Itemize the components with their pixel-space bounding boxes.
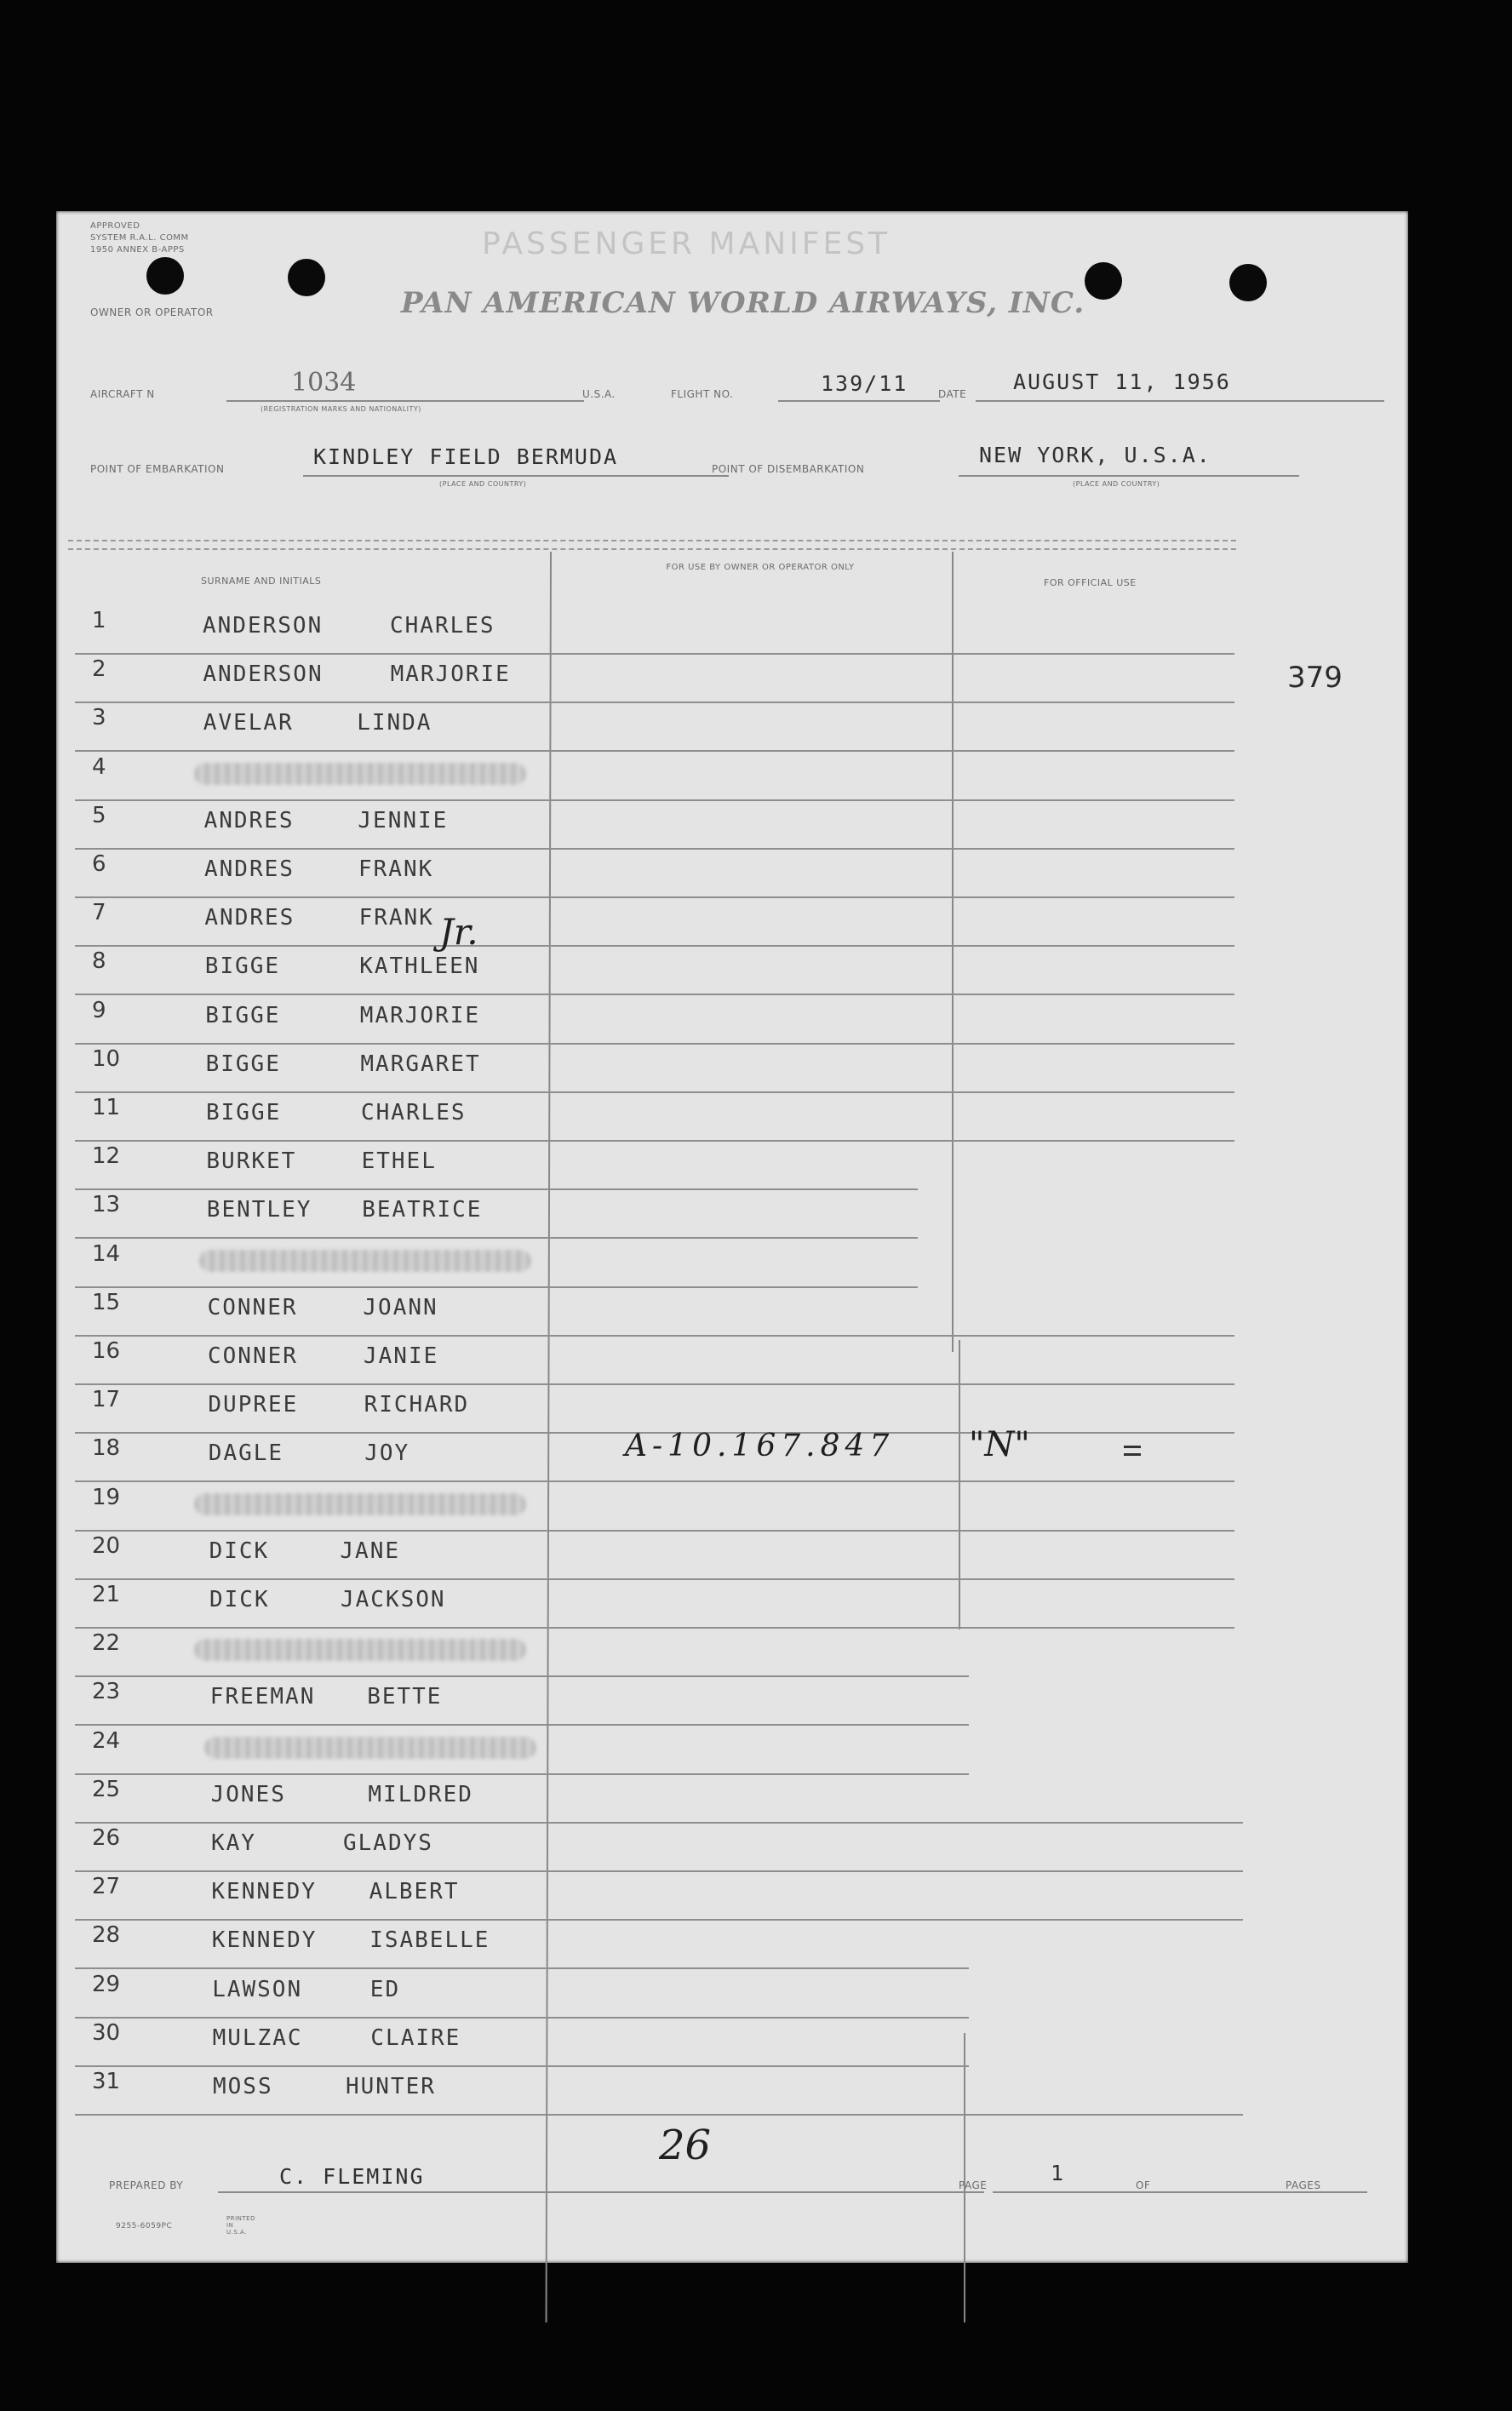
passenger-surname: DUPREE bbox=[208, 1392, 299, 1418]
passenger-surname: BIGGE bbox=[205, 1002, 281, 1028]
aircraft-rule bbox=[226, 400, 584, 402]
row-number: 24 bbox=[92, 1727, 121, 1754]
aircraft-label: AIRCRAFT N bbox=[90, 388, 155, 400]
passenger-given-name: CHARLES bbox=[361, 1100, 467, 1125]
row-number: 2 bbox=[92, 656, 106, 683]
approval-line-2: SYSTEM R.A.L. COMM bbox=[90, 233, 189, 243]
passenger-surname: BIGGE bbox=[204, 954, 281, 980]
row-number: 5 bbox=[92, 802, 106, 828]
table-top-rule-2 bbox=[68, 548, 1236, 550]
flight-rule bbox=[778, 400, 940, 402]
disembark-rule bbox=[959, 475, 1299, 477]
table-row bbox=[75, 1093, 1250, 1142]
passenger-given-name: JOANN bbox=[363, 1294, 438, 1320]
passenger-given-name: MARGARET bbox=[360, 1051, 481, 1077]
row-number: 10 bbox=[92, 1045, 121, 1072]
passenger-surname: KAY bbox=[211, 1830, 256, 1856]
passenger-surname: BIGGE bbox=[206, 1100, 282, 1125]
punch-hole-right-1 bbox=[1085, 262, 1122, 300]
table-row bbox=[75, 1532, 1250, 1580]
registration-note: (REGISTRATION MARKS AND NATIONALITY) bbox=[261, 405, 421, 413]
embark-label: POINT OF EMBARKATION bbox=[90, 463, 225, 475]
form-number: 9255-6059PC bbox=[116, 2222, 173, 2231]
row-number: 18 bbox=[92, 1435, 121, 1462]
flight-label: FLIGHT NO. bbox=[671, 388, 734, 400]
row-number: 17 bbox=[92, 1387, 121, 1413]
passenger-surname: LAWSON bbox=[212, 1976, 303, 2002]
date-value: AUGUST 11, 1956 bbox=[1013, 369, 1231, 394]
disembark-value: NEW YORK, U.S.A. bbox=[979, 443, 1211, 467]
table-row bbox=[75, 947, 1250, 995]
table-row bbox=[75, 1677, 1250, 1726]
row-number: 9 bbox=[92, 997, 106, 1023]
embark-note: (PLACE AND COUNTRY) bbox=[439, 480, 527, 488]
passenger-given-name: KATHLEEN bbox=[359, 954, 480, 980]
total-count: 26 bbox=[659, 2122, 712, 2169]
row-number: 8 bbox=[92, 948, 106, 975]
table-row bbox=[75, 898, 1250, 947]
passenger-given-name: ETHEL bbox=[361, 1148, 437, 1175]
row-number: 14 bbox=[92, 1240, 121, 1267]
date-label: DATE bbox=[938, 388, 967, 400]
passenger-surname: ANDERSON bbox=[203, 661, 324, 688]
table-row bbox=[75, 2067, 1250, 2116]
table-row bbox=[75, 1142, 1250, 1190]
row-number: 21 bbox=[92, 1582, 121, 1607]
table-row bbox=[75, 1921, 1250, 1969]
redacted-name bbox=[194, 1639, 526, 1661]
redacted-name bbox=[194, 763, 526, 785]
passenger-surname: ANDRES bbox=[204, 905, 295, 931]
passenger-given-name: RICHARD bbox=[364, 1392, 470, 1418]
punch-hole-left-2 bbox=[288, 259, 325, 296]
row-number: 16 bbox=[92, 1338, 121, 1364]
passenger-surname: MULZAC bbox=[212, 2024, 303, 2051]
table-row bbox=[75, 1337, 1250, 1385]
passenger-surname: CONNER bbox=[207, 1294, 298, 1320]
passenger-surname: FREEMAN bbox=[209, 1684, 316, 1710]
flight-value: 139/11 bbox=[821, 371, 908, 396]
embark-value: KINDLEY FIELD BERMUDA bbox=[313, 444, 619, 469]
owner-note-row-18: A-10.167.847 bbox=[625, 1429, 895, 1463]
table-row bbox=[75, 1288, 1250, 1337]
punch-hole-right-2 bbox=[1229, 264, 1267, 301]
row-number: 4 bbox=[92, 753, 106, 780]
passenger-given-name: JANIE bbox=[364, 1343, 439, 1369]
passenger-given-name: ED bbox=[369, 1976, 401, 2002]
passenger-surname: MOSS bbox=[213, 2074, 273, 2099]
row-number: 30 bbox=[92, 2019, 121, 2046]
passenger-surname: ANDRES bbox=[204, 856, 295, 882]
printed-note: PRINTED IN U.S.A. bbox=[226, 2215, 255, 2236]
prepared-rule bbox=[218, 2191, 984, 2193]
row-number: 13 bbox=[92, 1192, 121, 1218]
official-use-column-header: FOR OFFICIAL USE bbox=[1044, 577, 1137, 588]
passenger-given-name: FRANK bbox=[358, 905, 434, 931]
passenger-surname: JONES bbox=[210, 1781, 286, 1807]
table-row bbox=[75, 1872, 1250, 1921]
manifest-sheet bbox=[56, 211, 1408, 2263]
row-number: 23 bbox=[92, 1679, 121, 1705]
passenger-surname: KENNEDY bbox=[211, 1927, 318, 1954]
table-row bbox=[75, 1970, 1250, 2019]
passenger-surname: ANDRES bbox=[203, 807, 295, 833]
page-label: PAGE bbox=[959, 2179, 988, 2191]
owner-use-column-header: FOR USE BY OWNER OR OPERATOR ONLY bbox=[666, 563, 855, 572]
passenger-surname: BIGGE bbox=[205, 1051, 281, 1077]
row-number: 31 bbox=[92, 2069, 121, 2094]
passenger-given-name: JACKSON bbox=[341, 1587, 446, 1612]
passenger-given-name: CLAIRE bbox=[370, 2024, 461, 2051]
passenger-given-name: MARJORIE bbox=[359, 1002, 481, 1028]
jr-suffix: Jr. bbox=[439, 911, 478, 953]
embark-rule bbox=[303, 475, 729, 477]
row-number: 1 bbox=[92, 608, 106, 633]
stamp-number: 379 bbox=[1287, 661, 1343, 695]
row-rule bbox=[75, 2114, 1243, 2116]
table-row bbox=[75, 1190, 1250, 1239]
passenger-surname: ANDERSON bbox=[203, 613, 324, 639]
passenger-surname: DICK bbox=[209, 1538, 270, 1564]
table-row bbox=[75, 655, 1250, 703]
owner-label: OWNER OR OPERATOR bbox=[90, 306, 214, 318]
passenger-surname: KENNEDY bbox=[211, 1879, 317, 1905]
passenger-given-name: BETTE bbox=[367, 1684, 443, 1710]
prepared-value: C. FLEMING bbox=[279, 2164, 425, 2189]
approval-line-1: APPROVED bbox=[90, 221, 140, 231]
passenger-surname: BURKET bbox=[206, 1148, 297, 1175]
punch-hole-left-1 bbox=[146, 257, 184, 295]
row-number: 26 bbox=[92, 1825, 121, 1851]
redacted-name bbox=[204, 1737, 536, 1759]
table-row bbox=[75, 1775, 1250, 1824]
row-number: 29 bbox=[92, 1971, 121, 1997]
table-row bbox=[75, 1580, 1250, 1629]
table-row bbox=[75, 850, 1250, 898]
approval-line-3: 1950 ANNEX B-APPS bbox=[90, 245, 185, 255]
passenger-surname: DAGLE bbox=[208, 1440, 284, 1467]
passenger-given-name: ISABELLE bbox=[369, 1927, 490, 1954]
row-number: 15 bbox=[92, 1289, 121, 1315]
page-value: 1 bbox=[1051, 2161, 1066, 2185]
row-number: 28 bbox=[92, 1922, 121, 1949]
table-row bbox=[75, 1483, 1250, 1532]
form-title: PASSENGER MANIFEST bbox=[482, 226, 891, 261]
of-label: OF bbox=[1136, 2179, 1151, 2191]
row-number: 25 bbox=[92, 1776, 121, 1802]
table-row bbox=[75, 1629, 1250, 1677]
row-number: 20 bbox=[92, 1532, 121, 1559]
row-number: 6 bbox=[92, 851, 106, 877]
table-row bbox=[75, 1385, 1250, 1434]
table-row bbox=[75, 1727, 1250, 1775]
row-number: 27 bbox=[92, 1874, 121, 1900]
passenger-surname: CONNER bbox=[208, 1343, 298, 1369]
table-row bbox=[75, 2019, 1250, 2067]
passenger-given-name: MILDRED bbox=[368, 1781, 473, 1807]
airline-name: PAN AMERICAN WORLD AIRWAYS, INC. bbox=[401, 286, 1085, 320]
passenger-given-name: CHARLES bbox=[390, 613, 495, 639]
table-row bbox=[75, 1824, 1250, 1872]
passenger-given-name: JENNIE bbox=[358, 807, 449, 833]
passenger-given-name: HUNTER bbox=[346, 2074, 436, 2099]
disembark-label: POINT OF DISEMBARKATION bbox=[712, 463, 865, 475]
row-number: 22 bbox=[92, 1630, 121, 1657]
table-row bbox=[75, 996, 1250, 1045]
page-rule bbox=[993, 2191, 1367, 2193]
table-row bbox=[75, 606, 1250, 655]
passenger-given-name: ALBERT bbox=[369, 1879, 460, 1905]
passenger-given-name: MARJORIE bbox=[390, 661, 511, 688]
names-column-header: SURNAME AND INITIALS bbox=[201, 576, 322, 587]
redacted-name bbox=[194, 1493, 526, 1515]
passenger-given-name: LINDA bbox=[357, 710, 432, 736]
table-top-rule-1 bbox=[68, 540, 1236, 541]
official-note-row-18: "N" bbox=[969, 1425, 1030, 1464]
usa-label: U.S.A. bbox=[582, 388, 616, 400]
row-number: 19 bbox=[92, 1484, 121, 1510]
passenger-surname: DICK bbox=[209, 1587, 270, 1612]
passenger-given-name: FRANK bbox=[358, 856, 434, 882]
row-number: 12 bbox=[92, 1143, 121, 1170]
passenger-given-name: JOY bbox=[364, 1440, 410, 1467]
redacted-name bbox=[199, 1250, 531, 1272]
row-number: 3 bbox=[92, 705, 106, 731]
table-row bbox=[75, 1045, 1250, 1093]
aircraft-value: 1034 bbox=[291, 368, 357, 398]
row-number: 11 bbox=[92, 1095, 121, 1120]
table-row bbox=[75, 801, 1250, 850]
passenger-given-name: BEATRICE bbox=[362, 1197, 483, 1223]
row-number: 7 bbox=[92, 900, 106, 926]
disembark-note: (PLACE AND COUNTRY) bbox=[1073, 480, 1160, 488]
official-mark-row-18 bbox=[1124, 1446, 1141, 1456]
passenger-surname: AVELAR bbox=[203, 710, 294, 736]
table-row bbox=[75, 1240, 1250, 1288]
prepared-label: PREPARED BY bbox=[109, 2179, 184, 2191]
passenger-given-name: JANE bbox=[340, 1538, 401, 1564]
pages-label: PAGES bbox=[1286, 2179, 1321, 2191]
date-rule bbox=[976, 400, 1384, 402]
table-row bbox=[75, 753, 1250, 801]
passenger-surname: BENTLEY bbox=[206, 1197, 312, 1223]
passenger-given-name: GLADYS bbox=[343, 1830, 433, 1856]
table-row bbox=[75, 703, 1250, 752]
